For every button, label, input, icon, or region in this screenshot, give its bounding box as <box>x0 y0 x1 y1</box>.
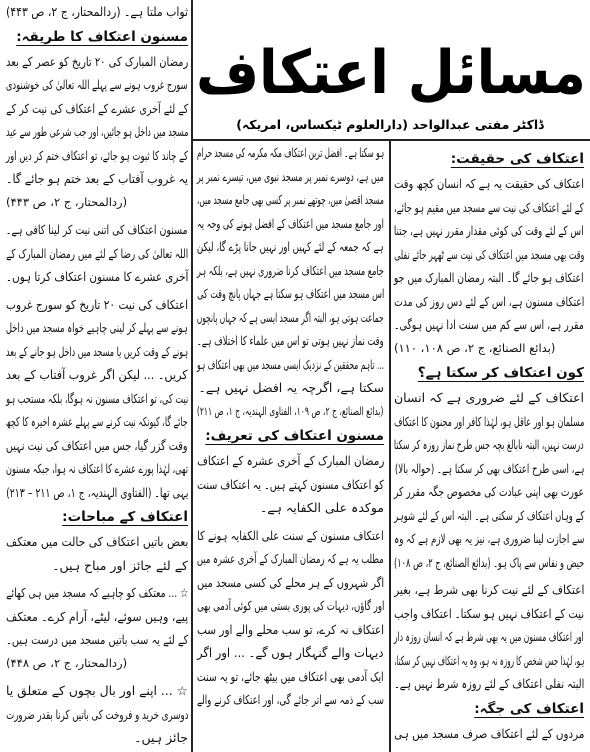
text-line: جائز ہیں۔ <box>134 730 188 745</box>
text-line: عورت بھی اپنی عبادت کی مخصوص جگہ مقرر کر <box>394 484 584 499</box>
paragraph <box>197 524 384 712</box>
text-line: ہے کہ جمعہ کے لئے کہیں اور نہیں جانا پڑے گا، لیکن <box>197 239 384 254</box>
paragraph <box>6 581 188 675</box>
text-line: کے لئے آخری عشرے کے اعتکاف کی نیت کر کے <box>5 100 188 116</box>
text-line: اعتکاف کی نیت ۲۰ تاریخ کو سورج غروب <box>5 296 188 312</box>
text-line: کے چاند کا ثبوت ہو جائے، تو اعتکاف ختم کر دیں اور <box>5 147 188 163</box>
paragraph <box>6 0 188 24</box>
paragraph <box>6 218 188 289</box>
text-line: پیے، وہیں سوئے، لیٹے، آرام کرے۔ معتکف <box>5 608 188 624</box>
paragraph <box>197 449 384 520</box>
text-line: بعض باتیں اعتکاف کی حالت میں معتکف <box>5 534 188 549</box>
text-line: درست نہیں، البتہ نابالغ بچہ جس طرح نماز روزہ کر سکتا <box>394 437 584 452</box>
text-line: رمضان المبارک کی ۲۰ تاریخ کو عصر کے بعد <box>5 53 188 69</box>
paragraph <box>6 530 188 577</box>
section-heading: مسنون اعتکاف کا طریقہ: <box>16 28 188 45</box>
text-line: اس کے لئے وقت کی کوئی مقدار مقرر نہیں ہے، جتنا <box>394 223 584 238</box>
text-line: اللہ تعالیٰ کی رضا کے لئے میں رمضان المبارک کے <box>5 245 188 261</box>
text-line: مطلب یہ ہے کہ رمضان المبارک کے آخری عشرہ میں <box>197 551 384 566</box>
text-line: ہو سکتا ہے۔ افضل ترین اعتکاف مکہ مکرمہ کی مسجد حرام <box>196 145 384 160</box>
text-line: ایک آدمی بھی اعتکاف میں بیٹھ جائے، تو یہ سنت <box>197 668 384 684</box>
text-line: جائے گا، کیونکہ نیت کرنے سے پہلے عشرہ اخیرہ کا کچھ <box>6 414 188 429</box>
article-section <box>6 504 188 750</box>
article-section <box>394 696 584 746</box>
text-line: ہے، اسی طرح اعتکاف بھی کر سکتا ہے۔ (حوالہ بالا) <box>394 460 584 476</box>
text-line: ☆ ... معتکف کو چاہیے کہ مسجد میں ہی کھائے <box>5 585 188 600</box>
section-heading: اعتکاف کی حقیقت: <box>450 151 584 167</box>
text-line: اعتکاف کی حقیقت یہ ہے کہ انسان کچھ وقت <box>394 176 584 191</box>
text-line: ☆ ... اپنے اور بال بچوں کے متعلق یا <box>6 683 188 698</box>
text-line: نیت کی، تو اعتکاف مسنون نہ ہوگا، بلکہ مستحب ہو <box>5 390 188 406</box>
text-line: اعتکاف ہو جائے گا۔ البتہ رمضان المبارک میں جو <box>394 270 584 285</box>
section-heading: اعتکاف کی جگہ: <box>474 700 584 717</box>
text-line: ہونے کے وقت کریں یا مسجد میں داخل ہو جانے کے بعد <box>5 343 188 359</box>
text-line: سکتا ہے، اگرچہ یہ افضل نہیں ہے۔ <box>198 380 384 395</box>
article-section <box>394 146 584 360</box>
middle-column <box>197 141 384 712</box>
text-line: کے لئے یہ سب باتیں مسجد میں درست ہیں۔ <box>5 632 188 647</box>
text-line: یہ غروب آفتاب کے بعد ختم ہو جائے گا۔ <box>6 171 188 186</box>
text-line: البتہ نفلی اعتکاف کے لئے روزہ شرط نہیں ہے۔ <box>393 676 584 691</box>
text-line: اعتکاف کے لئے نیت کرنا بھی شرط ہے، بغیر <box>393 582 584 597</box>
text-line: مردوں کے لئے اعتکاف صرف مسجد میں ہی <box>393 725 584 741</box>
author-byline: ڈاکٹر مفتی عبدالواحد (دارالعلوم ٹیکساس، امریکہ) <box>236 117 544 132</box>
left-column <box>6 0 188 750</box>
paragraph <box>6 293 188 505</box>
text-line: مسنون اعتکاف کی اتنی نیت کر لینا کافی ہے۔ <box>6 222 188 237</box>
article-section <box>197 423 384 712</box>
text-line: وقت بھی مسجد میں اعتکاف کی نیت سے ٹھہر جائے نفلی <box>393 246 584 262</box>
article-section <box>6 24 188 505</box>
text-line: رمضان المبارک کے آخری عشرہ کے اعتکاف <box>196 453 384 468</box>
article-section <box>394 360 584 696</box>
text-line: یہی تھا۔ (الفتاوی الہندیہ، ج ۱، ص ۲۱۱ – ۲۱۳) <box>5 484 188 500</box>
citation: (بدائع الصنائع، ج ۲، ص ۱۰۹، الفتاوی الہندیہ، ج ۱، ص ۲۱۱) <box>197 403 384 418</box>
section-heading: اعتکاف کے مباحات: <box>62 509 188 525</box>
text-line: اور جامع مسجد میں اعتکاف کے افضل ہونے کی وجہ یہ <box>197 215 384 231</box>
paragraph <box>394 578 584 696</box>
paragraph <box>394 172 584 360</box>
article-section <box>6 0 188 24</box>
text-line: اور گاؤں، دیہات کی پوری بستی میں کوئی آدمی بھی <box>196 598 384 613</box>
text-line: ہونے سے پہلے کر لینی چاہیے خواہ مسجد میں داخل <box>6 320 188 335</box>
text-line: اعتکاف کے لئے ضروری ہے کہ انسان <box>394 390 584 405</box>
text-line: وقت نماز نہیں ہوتی تو اس میں علماء کا اختلاف ہے۔ <box>197 333 384 348</box>
text-line: نیت کے اعتکاف نہیں ہو سکتا۔ اعتکاف واجب <box>393 605 584 621</box>
text-line: اور اعتکاف مسنون میں یہ بھی شرط ہے کہ انسان روزہ دار <box>394 629 584 644</box>
citation: (ردالمحتار، ج ۲، ص ۴۴۸) <box>6 655 128 670</box>
citation: (بدائع الصنائع، ج ۲، ص ۱۰۸، ۱۱۰) <box>394 340 556 355</box>
text-line: اعتکاف مسنون ہے، اس کے لئے دس روز کی مدت <box>393 293 584 309</box>
article-title: مسائل اعتکاف <box>196 38 586 108</box>
text-line: جامع مسجد میں اعتکاف کرنا ضروری نہیں ہے، بلکہ ہر <box>197 262 384 278</box>
text-line: اس مسجد میں اعتکاف ہو سکتا ہے جہاں پانچ وقت کی <box>196 286 384 301</box>
text-line: کو اعتکاف مسنون کہتے ہیں۔ یہ اعتکاف سنت <box>197 476 384 492</box>
text-line: مسجد اقصیٰ میں، چوتھے نمبر پر کسی بھی جامع مسجد میں، <box>196 192 384 207</box>
text-line: آخری عشرے کا مسنون اعتکاف کرتا ہوں۔ <box>5 269 188 284</box>
text-line: سب کے ذمہ سے اتر جائے گی، اور اعتکاف کرنے والے <box>197 692 384 707</box>
text-line: کریں۔ ... لیکن اگر غروب آفتاب کے بعد <box>6 367 188 382</box>
text-line: سے اجازت لینا ضروری ہے، نیز یہ بھی لازم ہے کہ وہ <box>393 531 584 546</box>
text-line: ... تاہم محققین کے نزدیک ایسی مسجد میں بھی اعتکاف ہو <box>197 356 384 372</box>
right-column <box>394 146 584 745</box>
section-heading: مسنون اعتکاف کی تعریف: <box>205 428 384 444</box>
text-line: موکدہ علی الکفایہ ہے۔ <box>259 500 384 515</box>
text-line: وقت گزر گیا، جس میں اعتکاف کی نیت نہیں <box>6 437 188 453</box>
paragraph <box>197 141 384 423</box>
text-line: مقرر ہے، اس سے کم میں سنت ادا نہیں ہوگی۔ <box>394 317 584 332</box>
text-line: ہو، لہٰذا جس شخص کا روزہ نہ ہو، وہ یہ اعتکاف نہیں کر سکتا، <box>393 652 584 668</box>
paragraph <box>6 679 188 750</box>
text-line: حیض و نفاس سے پاک ہو۔ (بدائع الصنائع، ج ۲، ص ۱۰۸) <box>393 554 584 570</box>
text-line: کے وہاں اعتکاف کر سکتی ہے۔ البتہ اس کے لئے شوہر <box>393 507 584 523</box>
text-line: مسلمان ہو اور عاقل ہو، لہٰذا کافر اور مجنون کا اعتکاف <box>393 413 584 429</box>
citation: (ردالمحتار، ج ۲، ص ۴۴۳) <box>6 194 128 209</box>
text-line: تھی، لہٰذا پورے عشرے کا اعتکاف نہ ہوا، جبکہ مسنون <box>6 461 188 476</box>
article-section <box>197 141 384 423</box>
paragraph <box>394 386 584 574</box>
text-line: میں ہے، دوسرے نمبر پر مسجد نبوی میں، تیسرے نمبر پر <box>197 168 384 184</box>
text-line: مسجد میں داخل ہو جائیں، اور جب شرعی طور سے عید <box>5 124 188 139</box>
section-heading: کون اعتکاف کر سکتا ہے؟ <box>417 365 584 381</box>
paragraph <box>6 50 188 215</box>
text-line: کے لئے جائز اور مباح ہیں۔ <box>52 557 188 573</box>
text-line: ثواب ملتا ہے۔ (ردالمحتار، ج ۲، ص ۴۴۳) <box>5 4 188 19</box>
text-line: دوسری خرید و فروخت کی باتیں کرنا بقدر ضرورت <box>5 706 188 722</box>
text-line: جماعت ہوتی ہو، البتہ اگر مسجد ایسی ہے کہ جہاں پانچوں <box>197 309 384 325</box>
text-line: اگر شہروں کے ہر محلے کی کسی مسجد میں <box>196 574 384 590</box>
paragraph <box>394 722 584 746</box>
text-line: کے لئے اعتکاف کی نیت سے مسجد میں مقیم ہو جائے، <box>394 199 584 215</box>
text-line: اعتکاف مسنون کے سنت علی الکفایہ ہونے کا <box>197 527 384 543</box>
text-line: اعتکاف نہ کرے، تو سب محلے والے اور سب <box>196 621 384 637</box>
text-line: دیہات والے گنہگار ہوں گے۔ ... اور اگر <box>197 645 384 660</box>
text-line: سورج غروب ہونے سے پہلے اللہ تعالیٰ کی خوشنودی <box>6 77 188 92</box>
